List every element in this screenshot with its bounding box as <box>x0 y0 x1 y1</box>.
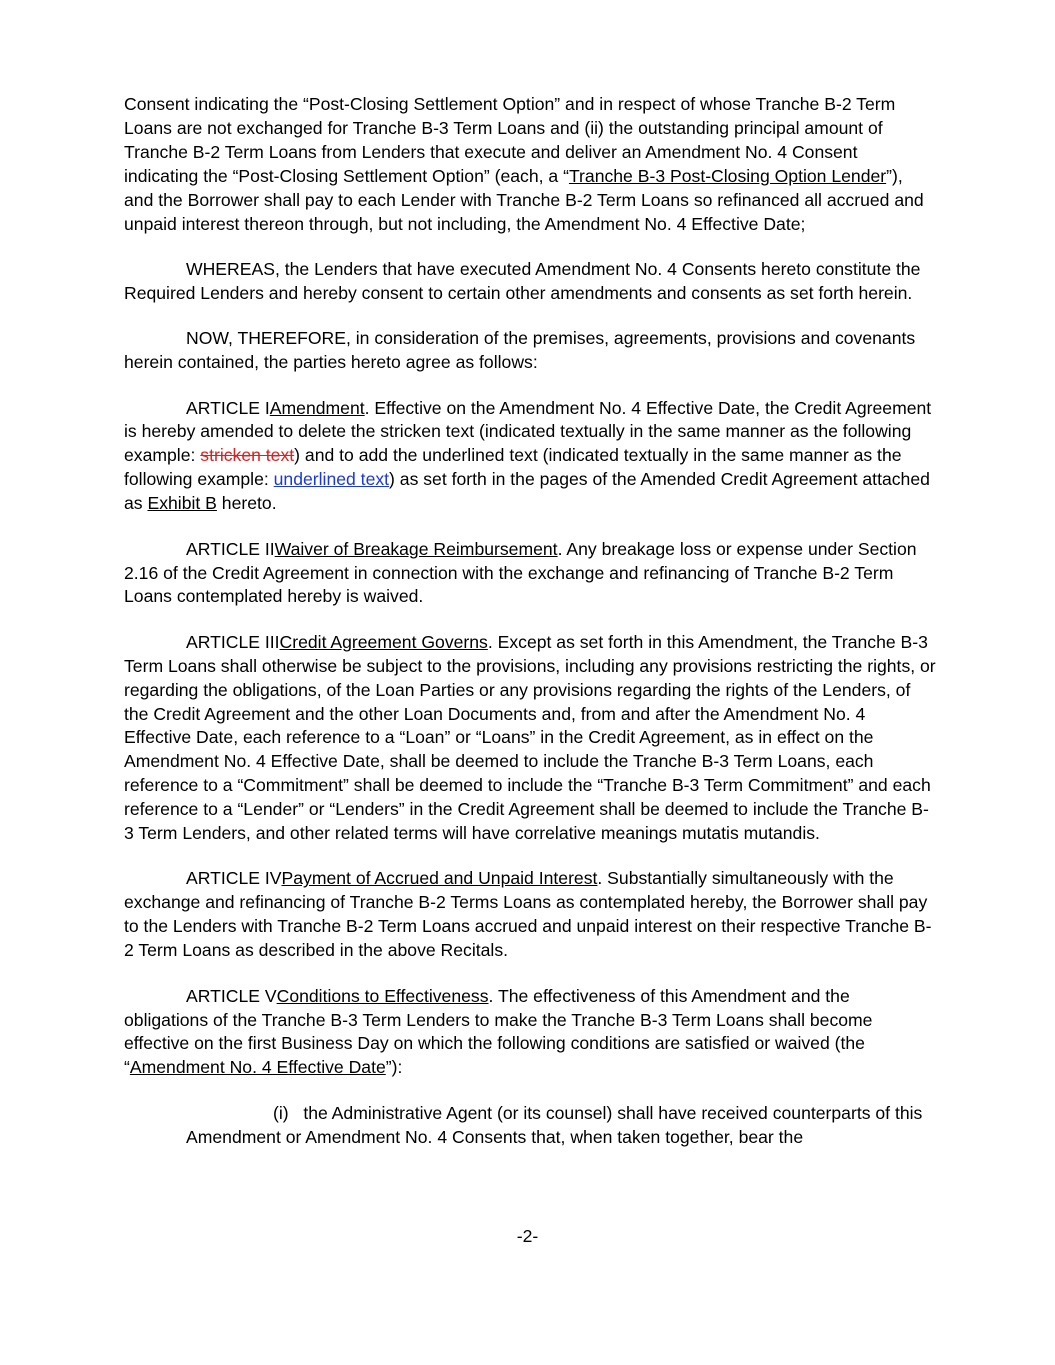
article-label: ARTICLE IV <box>186 868 282 889</box>
condition-marker: (i) <box>273 1102 289 1123</box>
article-heading: Waiver of Breakage Reimbursement <box>274 538 558 559</box>
article-label: ARTICLE III <box>186 631 280 652</box>
article-5: ARTICLE VConditions to Effectiveness. The effectiveness of this Amendment and the obligations of the Tranche B-3 Term Lenders to make the Tranche B-3 Term Loans shall become effective on the first Business Day on which the following conditions are satisfied or waived (the “Amendment No. 4 Effective Date”): <box>124 985 873 1078</box>
recital-continuation: Consent indicating the “Post-Closing Settlement Option” and in respect of whose Tranche B-2 Term Loans are not exchanged for Tranche B-3 Term Loans and (ii) the outstanding principal amount of Tranche B-2 Term Loans from Lenders that execute and deliver an Amendment No. 4 Consent indicating the “Post-Closing Settlement Option” (each, a “Tranche B-3 Post-Closing Option Lender”), and the Borrower shall pay to each Lender with Tranche B-2 Term Loans so refinanced all accrued and unpaid interest thereon through, but not including, the Amendment No. 4 Effective Date; <box>124 94 924 234</box>
now-therefore-clause: NOW, THEREFORE, in consideration of the premises, agreements, provisions and covenants herein contained, the parties hereto agree as follows: <box>124 328 916 373</box>
article-heading: Amendment <box>269 397 365 418</box>
exhibit-reference: Exhibit B <box>147 493 217 514</box>
article-heading: Credit Agreement Governs <box>279 631 488 652</box>
article-heading: Conditions to Effectiveness <box>276 985 489 1006</box>
condition-text: the Administrative Agent (or its counsel) shall have received counterparts of this Amendment or Amendment No. 4 Consents that, when taken together, bear the <box>186 1102 923 1147</box>
article-2: ARTICLE IIWaiver of Breakage Reimbursement. Any breakage loss or expense under Section 2.16 of the Credit Agreement in connection with the exchange and refinancing of Tranche B-2 Term Loans contemplated hereby is waived. <box>124 538 917 607</box>
stricken-text-example: stricken text <box>200 445 295 466</box>
underlined-text-example: underlined text <box>273 469 390 490</box>
article-4: ARTICLE IVPayment of Accrued and Unpaid Interest. Substantially simultaneously with the exchange and refinancing of Tranche B-2 Terms Loans as contemplated hereby, the Borrower shall pay to the Lenders with Tranche B-2 Term Loans accrued and unpaid interest on their respective Tranche B-2 Term Loans as described in the above Recitals. <box>124 868 932 961</box>
article-label: ARTICLE I <box>186 397 270 418</box>
article-heading: Payment of Accrued and Unpaid Interest <box>281 868 598 889</box>
page-number: -2- <box>516 1226 539 1246</box>
whereas-clause: WHEREAS, the Lenders that have executed Amendment No. 4 Consents hereto constitute the Required Lenders and hereby consent to certain other amendments and consents as set forth herein. <box>124 258 921 303</box>
article-label: ARTICLE II <box>186 538 275 559</box>
defined-term: Amendment No. 4 Effective Date <box>129 1057 386 1078</box>
article-1: ARTICLE IAmendment. Effective on the Amendment No. 4 Effective Date, the Credit Agreement is hereby amended to delete the stricken text (indicated textually in the same manner as the following example: stricken text) and to add the underlined text (indicated textually in the same manner as the following example: underlined text) as set forth in the pages of the Amended Credit Agreement attached as Exhibit B hereto. <box>124 397 932 514</box>
condition-i <box>186 1102 936 1150</box>
article-3: ARTICLE IIICredit Agreement Governs. Except as set forth in this Amendment, the Tranche B-3 Term Loans shall otherwise be subject to the provisions, including any provisions restricting the rights, or regarding the obligations, of the Loan Parties or any provisions regarding the rights of the Lenders, of the Credit Agreement and the other Loan Documents and, from and after the Amendment No. 4 Effective Date, each reference to a “Loan” or “Loans” in the Credit Agreement, as in effect on the Amendment No. 4 Effective Date, shall be deemed to include the Tranche B-3 Term Loans, each reference to a “Commitment” shall be deemed to include the “Tranche B-3 Term Commitment” and each reference to a “Lender” or “Lenders” in the Credit Agreement shall be deemed to include the Tranche B-3 Term Lenders, and other related terms will have correlative meanings mutatis mutandis. <box>124 631 936 844</box>
defined-term: Tranche B-3 Post-Closing Option Lender <box>568 165 887 186</box>
document-body <box>124 93 936 1150</box>
article-label: ARTICLE V <box>186 985 277 1006</box>
